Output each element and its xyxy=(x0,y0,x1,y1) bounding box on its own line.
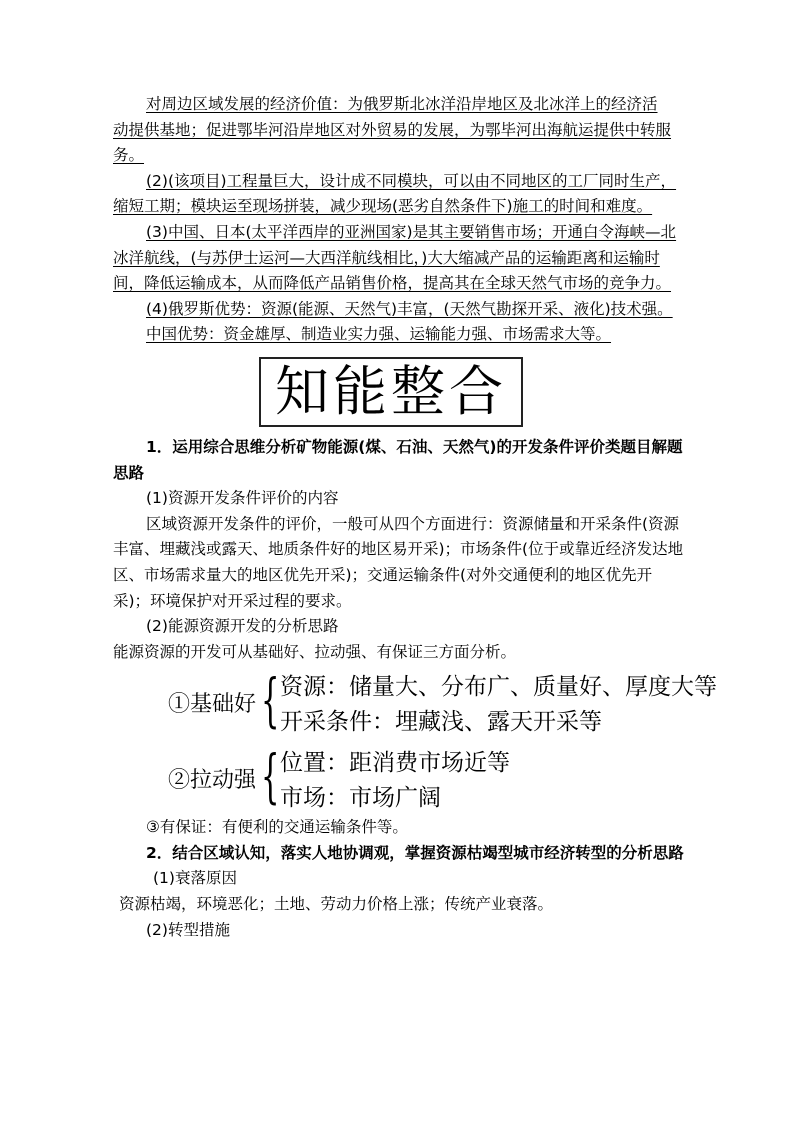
formula-foundation-line-2: 开采条件：埋藏浅、露天开采等 xyxy=(280,709,602,736)
answer-paragraph-3: (3)中国、日本(太平洋西岸的亚洲国家)是其主要销售市场；开通白令海峡—北冰洋航线，(与苏伊士运河—大西洋航线相比，)大大缩减产品的运输距离和运输时间，降低运输成本，从而降低产品销售价格，提高其在全球天然气市场的竞争力。 xyxy=(113,222,677,293)
formula-pull-lead: ②拉动强 xyxy=(168,768,257,794)
section-1-heading: 1．运用综合思维分析矿物能源(煤、石油、天然气)的开发条件评价类题目解题思路 xyxy=(113,437,683,482)
section-1-item-3: ③有保证：有便利的交通运输条件等。 xyxy=(146,818,408,837)
section-1-sub-1-text: 区域资源开发条件的评价，一般可从四个方面进行：资源储量和开采条件(资源丰富、埋藏浅或露天、地质条件好的地区易开采)；市场条件(位于或靠近经济发达地区、市场需求量大的地区优先开采)；交通运输条件(对外交通便利的地区优先开采)；环境保护对开采过程的要求。 xyxy=(113,514,684,610)
answer-paragraph-2: (2)(该项目)工程量巨大，设计成不同模块，可以由不同地区的工厂同时生产，缩短工期；模块运至现场拼装，减少现场(恶劣自然条件下)施工的时间和难度。 xyxy=(113,171,677,216)
answer-paragraph-4b: 中国优势：资金雄厚、制造业实力强、运输能力强、市场需求大等。 xyxy=(146,325,612,344)
answer-paragraph-4a: (4)俄罗斯优势：资源(能源、天然气)丰富，(天然气勘探开采、液化)技术强。 xyxy=(146,299,673,318)
formula-pull xyxy=(113,741,685,815)
document-body xyxy=(113,92,717,943)
formula-pull-line-2: 市场：市场广阔 xyxy=(280,785,441,812)
section-1-sub-2: (2)能源资源开发的分析思路 xyxy=(146,617,339,636)
section-1-sub-2-text: 能源资源的开发可从基础好、拉动强、有保证三方面分析。 xyxy=(113,642,517,661)
brace-icon: { xyxy=(261,742,280,811)
brace-icon: { xyxy=(261,666,280,735)
section-2-sub-2: (2)转型措施 xyxy=(146,920,230,939)
section-2-heading: 2．结合区域认知，落实人地协调观，掌握资源枯竭型城市经济转型的分析思路 xyxy=(146,843,684,862)
section-banner: 知能整合 xyxy=(259,357,523,427)
formula-pull-line-1: 位置：距消费市场近等 xyxy=(280,750,510,777)
section-1-sub-1: (1)资源开发条件评价的内容 xyxy=(146,489,339,508)
section-2-sub-1: (1)衰落原因 xyxy=(153,869,237,888)
formula-foundation xyxy=(113,665,717,741)
section-banner-wrap xyxy=(113,357,685,427)
formula-foundation-lead: ①基础好 xyxy=(168,692,257,718)
formula-foundation-line-1: 资源：储量大、分布广、质量好、厚度大等 xyxy=(280,674,717,701)
section-2-sub-1-text: 资源枯竭，环境恶化；土地、劳动力价格上涨；传统产业衰落。 xyxy=(119,895,554,914)
answer-paragraph-1-line-1: 对周边区域发展的经济价值：为俄罗斯北冰洋沿岸地区及北冰洋上的经济活 xyxy=(146,95,658,113)
answer-paragraph-1-rest: 动提供基地；促进鄂毕河沿岸地区对外贸易的发展，为鄂毕河出海航运提供中转服务。 xyxy=(113,120,672,165)
